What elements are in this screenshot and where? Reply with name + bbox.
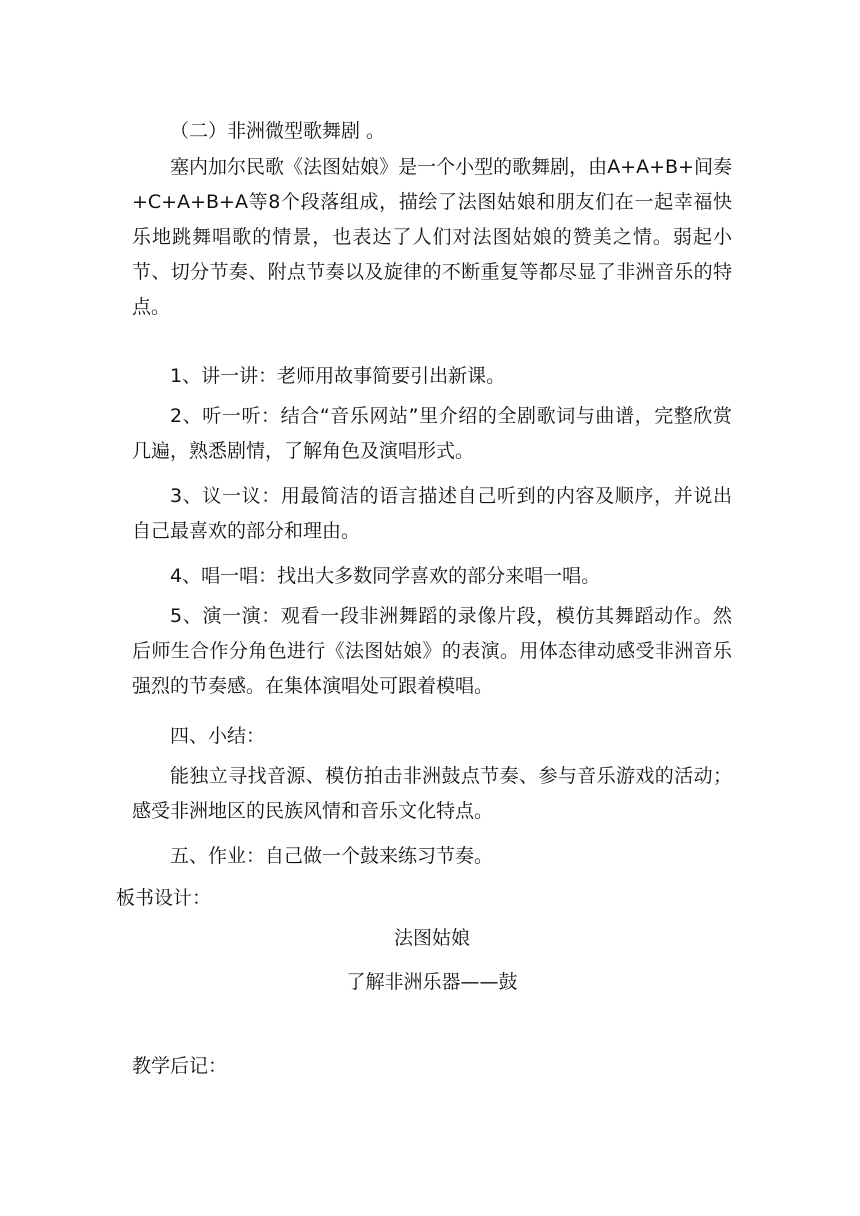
intro-paragraph: 塞内加尔民歌《法图姑娘》是一个小型的歌舞剧，由A+A+B+间奏+C+A+B+A等8个段落组成，描绘了法图姑娘和朋友们在一起幸福快乐地跳舞唱歌的情景，也表达了人们对法图姑娘的赞美之情。弱起小节、切分节奏、附点节奏以及旋律的不断重复等都尽显了非洲音乐的特点。 bbox=[132, 156, 732, 318]
step-2: 2、听一听：结合“音乐网站”里介绍的全剧歌词与曲谱，完整欣赏几遍，熟悉剧情，了解角色及演唱形式。 bbox=[132, 405, 732, 462]
board-subtitle: 了解非洲乐器——鼓 bbox=[346, 971, 518, 993]
summary-heading: 四、小结： bbox=[170, 725, 266, 747]
step-4: 4、唱一唱：找出大多数同学喜欢的部分来唱一唱。 bbox=[170, 565, 601, 587]
step-3: 3、议一议：用最简洁的语言描述自己听到的内容及顺序，并说出自己最喜欢的部分和理由。 bbox=[132, 485, 732, 542]
board-design-label: 板书设计： bbox=[116, 887, 212, 909]
teaching-notes-label: 教学后记： bbox=[132, 1055, 228, 1077]
section-title: （二）非洲微型歌舞剧 。 bbox=[170, 120, 386, 142]
homework-line: 五、作业：自己做一个鼓来练习节奏。 bbox=[170, 845, 494, 867]
step-1: 1、讲一讲：老师用故事简要引出新课。 bbox=[170, 365, 506, 387]
step-5: 5、演一演：观看一段非洲舞蹈的录像片段，模仿其舞蹈动作。然后师生合作分角色进行《法图姑娘》的表演。用体态律动感受非洲音乐强烈的节奏感。在集体演唱处可跟着模唱。 bbox=[132, 605, 732, 697]
board-title: 法图姑娘 bbox=[393, 927, 470, 949]
summary-text: 能独立寻找音源、模仿拍击非洲鼓点节奏、参与音乐游戏的活动；感受非洲地区的民族风情和音乐文化特点。 bbox=[132, 765, 732, 822]
